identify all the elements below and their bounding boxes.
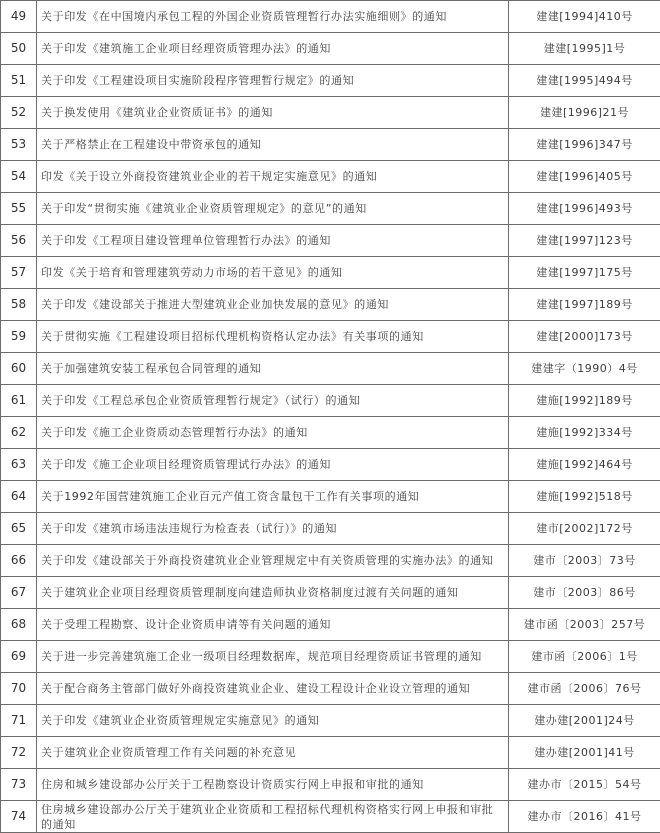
document-number: 建建[1994]410号 [509, 1, 660, 33]
document-number: 建市函〔2003〕257号 [509, 609, 660, 641]
table-row [1, 513, 660, 545]
document-title: 关于建筑业企业资质管理工作有关问题的补充意见 [37, 737, 509, 769]
document-title: 关于建筑业企业项目经理资质管理制度向建造师执业资格制度过渡有关问题的通知 [37, 577, 509, 609]
table-row [1, 417, 660, 449]
table-row [1, 673, 660, 705]
document-number: 建施[1992]464号 [509, 449, 660, 481]
document-number: 建建[1995]494号 [509, 65, 660, 97]
table-row [1, 353, 660, 385]
row-number: 57 [1, 257, 37, 289]
document-number: 建施[1992]334号 [509, 417, 660, 449]
row-number: 64 [1, 481, 37, 513]
document-title: 关于印发《建设部关于外商投资建筑业企业管理规定中有关资质管理的实施办法》的通知 [37, 545, 509, 577]
row-number: 53 [1, 129, 37, 161]
document-title: 住房城乡建设部办公厅关于建筑业企业资质和工程招标代理机构资格实行网上申报和审批的通知 [37, 801, 509, 833]
table-row [1, 449, 660, 481]
table-row [1, 65, 660, 97]
document-number: 建建[1996]347号 [509, 129, 660, 161]
document-number: 建建[1995]1号 [509, 33, 660, 65]
table-row [1, 577, 660, 609]
row-number: 73 [1, 769, 37, 801]
table-row [1, 481, 660, 513]
row-number: 56 [1, 225, 37, 257]
document-number: 建市函〔2006〕76号 [509, 673, 660, 705]
document-title: 关于配合商务主管部门做好外商投资建筑业企业、建设工程设计企业设立管理的通知 [37, 673, 509, 705]
table-row [1, 225, 660, 257]
document-title: 住房和城乡建设部办公厅关于工程勘察设计资质实行网上申报和审批的通知 [37, 769, 509, 801]
document-title: 关于印发《工程总承包企业资质管理暂行规定》（试行）的通知 [37, 385, 509, 417]
document-number: 建办建[2001]41号 [509, 737, 660, 769]
row-number: 63 [1, 449, 37, 481]
document-number: 建市[2002]172号 [509, 513, 660, 545]
table-row [1, 769, 660, 801]
document-number: 建建[1997]189号 [509, 289, 660, 321]
table-row [1, 609, 660, 641]
document-number: 建建[1996]405号 [509, 161, 660, 193]
document-number: 建施[1992]189号 [509, 385, 660, 417]
document-title: 关于严格禁止在工程建设中带资承包的通知 [37, 129, 509, 161]
row-number: 60 [1, 353, 37, 385]
table-row [1, 257, 660, 289]
document-title: 关于1992年国营建筑施工企业百元产值工资含量包干工作有关事项的通知 [37, 481, 509, 513]
document-title: 关于换发使用《建筑业企业资质证书》的通知 [37, 97, 509, 129]
table-row [1, 801, 660, 833]
document-title: 关于印发《工程项目建设管理单位管理暂行办法》的通知 [37, 225, 509, 257]
document-title: 关于印发《工程建设项目实施阶段程序管理暂行规定》的通知 [37, 65, 509, 97]
row-number: 51 [1, 65, 37, 97]
table-row [1, 641, 660, 673]
table-row [1, 1, 660, 33]
row-number: 62 [1, 417, 37, 449]
document-number: 建建字（1990）4号 [509, 353, 660, 385]
table-row [1, 737, 660, 769]
table-row [1, 545, 660, 577]
document-number: 建市〔2003〕73号 [509, 545, 660, 577]
document-title: 关于进一步完善建筑施工企业一级项目经理数据库，规范项目经理资质证书管理的通知 [37, 641, 509, 673]
document-title: 关于印发《建筑市场违法违规行为检查表（试行）》的通知 [37, 513, 509, 545]
document-number: 建建[1997]123号 [509, 225, 660, 257]
document-number: 建建[1996]493号 [509, 193, 660, 225]
document-title: 关于印发《在中国境内承包工程的外国企业资质管理暂行办法实施细则》的通知 [37, 1, 509, 33]
row-number: 58 [1, 289, 37, 321]
row-number: 52 [1, 97, 37, 129]
row-number: 70 [1, 673, 37, 705]
document-number: 建施[1992]518号 [509, 481, 660, 513]
document-title: 关于印发《施工企业资质动态管理暂行办法》的通知 [37, 417, 509, 449]
row-number: 69 [1, 641, 37, 673]
document-number: 建办建[2001]24号 [509, 705, 660, 737]
row-number: 49 [1, 1, 37, 33]
document-title: 关于印发“贯彻实施《建筑业企业资质管理规定》的意见”的通知 [37, 193, 509, 225]
document-number: 建市〔2003〕86号 [509, 577, 660, 609]
document-title: 关于印发《建筑业企业资质管理规定实施意见》的通知 [37, 705, 509, 737]
document-number: 建市函〔2006〕1号 [509, 641, 660, 673]
table-row [1, 97, 660, 129]
row-number: 65 [1, 513, 37, 545]
document-number: 建办市〔2015〕54号 [509, 769, 660, 801]
document-title: 关于印发《建筑施工企业项目经理资质管理办法》的通知 [37, 33, 509, 65]
table-row [1, 129, 660, 161]
row-number: 67 [1, 577, 37, 609]
document-number: 建办市〔2016〕41号 [509, 801, 660, 833]
document-title: 关于印发《建设部关于推进大型建筑业企业加快发展的意见》的通知 [37, 289, 509, 321]
row-number: 74 [1, 801, 37, 833]
document-title: 印发《关于培育和管理建筑劳动力市场的若干意见》的通知 [37, 257, 509, 289]
row-number: 55 [1, 193, 37, 225]
document-title: 关于印发《施工企业项目经理资质管理试行办法》的通知 [37, 449, 509, 481]
row-number: 72 [1, 737, 37, 769]
document-number: 建建[2000]173号 [509, 321, 660, 353]
table-row [1, 289, 660, 321]
row-number: 71 [1, 705, 37, 737]
document-title: 关于贯彻实施《工程建设项目招标代理机构资格认定办法》有关事项的通知 [37, 321, 509, 353]
table-row [1, 321, 660, 353]
row-number: 50 [1, 33, 37, 65]
row-number: 54 [1, 161, 37, 193]
table-row [1, 705, 660, 737]
table-row [1, 385, 660, 417]
document-title: 关于受理工程勘察、设计企业资质申请等有关问题的通知 [37, 609, 509, 641]
document-number: 建建[1996]21号 [509, 97, 660, 129]
table-row [1, 193, 660, 225]
row-number: 68 [1, 609, 37, 641]
table-row [1, 33, 660, 65]
row-number: 66 [1, 545, 37, 577]
table-row [1, 161, 660, 193]
document-title: 关于加强建筑安装工程承包合同管理的通知 [37, 353, 509, 385]
document-title: 印发《关于设立外商投资建筑业企业的若干规定实施意见》的通知 [37, 161, 509, 193]
row-number: 59 [1, 321, 37, 353]
document-number: 建建[1997]175号 [509, 257, 660, 289]
regulation-table-body [1, 1, 660, 833]
row-number: 61 [1, 385, 37, 417]
